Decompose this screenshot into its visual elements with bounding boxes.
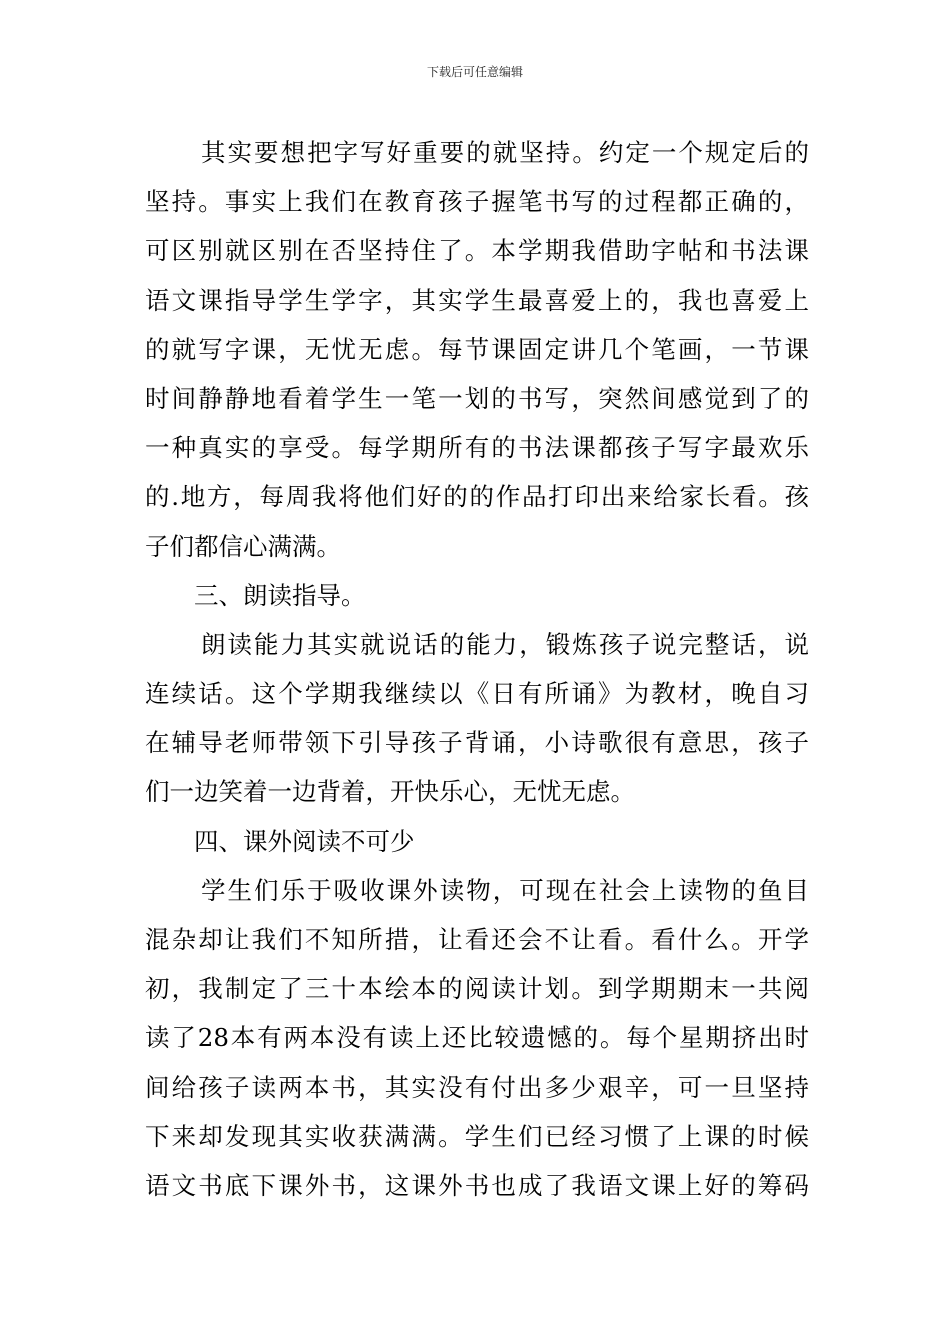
paragraph-line: 下来却发现其实收获满满。学生们已经习惯了上课的时候: [145, 1121, 809, 1151]
page-header: 下载后可任意编辑: [426, 65, 523, 79]
paragraph-line: 朗读能力其实就说话的能力，锻炼孩子说完整话，说: [201, 629, 809, 659]
paragraph-line: 读了28本有两本没有读上还比较遗憾的。每个星期挤出时: [145, 1023, 809, 1053]
paragraph-line: 坚持。事实上我们在教育孩子握笔书写的过程都正确的，: [145, 187, 809, 217]
paragraph-line: 子们都信心满满。: [145, 531, 341, 561]
paragraph-line: 混杂却让我们不知所措，让看还会不让看。看什么。开学: [145, 925, 809, 954]
paragraph-line: 间给孩子读两本书，其实没有付出多少艰辛，可一旦坚持: [145, 1072, 809, 1102]
paragraph-line: 其实要想把字写好重要的就坚持。约定一个规定后的: [201, 138, 809, 167]
paragraph-line: 一种真实的享受。每学期所有的书法课都孩子写字最欢乐: [145, 433, 809, 463]
document-body: [145, 128, 809, 1210]
paragraph-line: 们一边笑着一边背着，开快乐心，无忧无虑。: [145, 777, 635, 807]
paragraph-line: 在辅导老师带领下引导孩子背诵，小诗歌很有意思，孩子: [145, 728, 809, 758]
section-heading: 三、朗读指导。: [194, 580, 366, 610]
paragraph-line: 语文书底下课外书，这课外书也成了我语文课上好的筹码: [145, 1170, 809, 1200]
paragraph-line: 学生们乐于吸收课外读物，可现在社会上读物的鱼目: [201, 875, 809, 905]
paragraph-line: 的就写字课，无忧无虑。每节课固定讲几个笔画，一节课: [145, 334, 809, 364]
paragraph-line: 的.地方，每周我将他们好的的作品打印出来给家长看。孩: [145, 482, 809, 512]
paragraph-line: 时间静静地看着学生一笔一划的书写，突然间感觉到了的: [145, 383, 809, 413]
paragraph-line: 初，我制定了三十本绘本的阅读计划。到学期期末一共阅: [145, 974, 809, 1004]
section-heading: 四、课外阅读不可少: [194, 826, 415, 856]
paragraph-line: 连续话。这个学期我继续以《日有所诵》为教材，晚自习: [145, 679, 809, 709]
paragraph-line: 语文课指导学生学字，其实学生最喜爱上的，我也喜爱上: [145, 285, 809, 315]
paragraph-line: 可区别就区别在否坚持住了。本学期我借助字帖和书法课: [145, 236, 809, 266]
